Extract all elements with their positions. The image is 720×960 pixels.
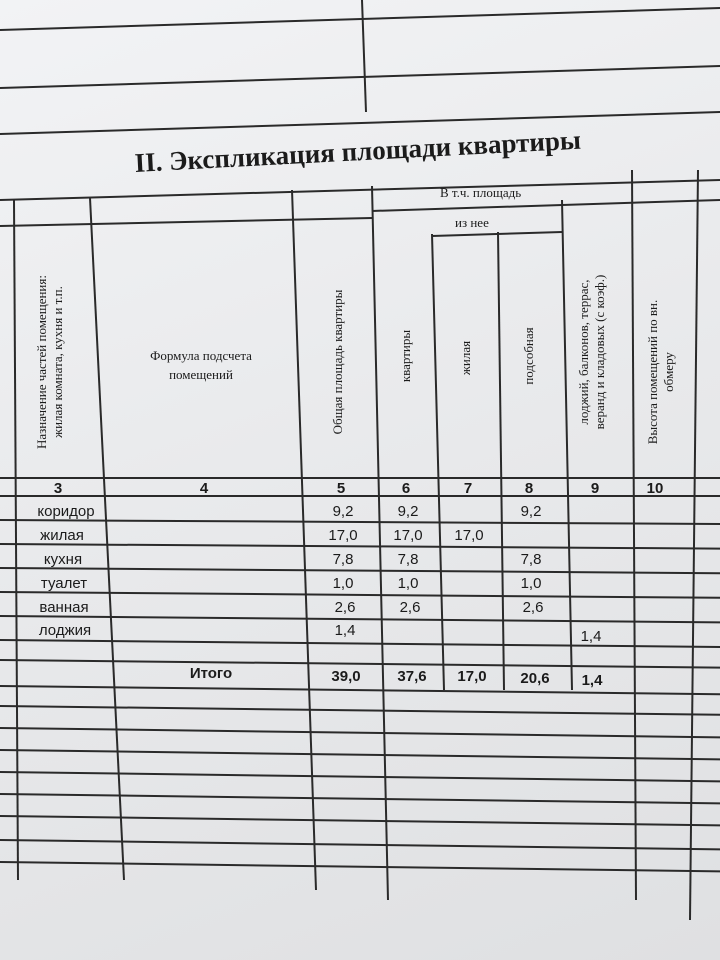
row-total: 1,0 (332, 575, 354, 592)
header-in-tch: В т.ч. площадь (440, 185, 522, 200)
totals-loggia: 1,4 (581, 672, 603, 689)
grid-line-top-2 (0, 66, 720, 88)
grid-line-header-top (0, 180, 720, 200)
row-total: 2,6 (334, 599, 356, 616)
grid-line-top-vert (362, 0, 366, 112)
col-sep-9 (562, 200, 572, 690)
header-col8: подсобная (520, 327, 536, 385)
header-col10-line1: Высота помещений по вн. (644, 299, 660, 445)
page-title: II. Экспликация площади квартиры (133, 124, 582, 178)
totals-auxiliary: 20,6 (520, 670, 550, 687)
totals-apartment: 37,6 (397, 668, 427, 685)
row-rule-line (0, 840, 720, 849)
col-sep-6 (372, 186, 388, 900)
row-name: коридор (37, 503, 95, 520)
row-apartment: 17,0 (393, 527, 423, 544)
header-col5: Общая площадь квартиры (329, 289, 345, 435)
row-rule-line (0, 728, 720, 737)
row-rule-line (0, 660, 720, 668)
header-col9-line1: лоджий, балконов, террас, (575, 279, 591, 425)
row-rule-line (0, 592, 720, 598)
header-col4-line1: Формула подсчета (150, 348, 252, 363)
grid-line-top-1 (0, 8, 720, 30)
column-number-10: 10 (646, 480, 664, 497)
column-number-4: 4 (199, 480, 209, 497)
row-name: туалет (40, 575, 88, 592)
row-apartment: 9,2 (397, 503, 419, 520)
column-number-9: 9 (590, 480, 600, 497)
totals-living: 17,0 (457, 668, 487, 685)
column-number-8: 8 (524, 480, 534, 497)
row-total: 17,0 (328, 527, 358, 544)
grid-line-iznee (432, 232, 562, 236)
grid-line-intch (372, 200, 720, 211)
row-name: жилая (40, 527, 84, 544)
row-rule-line (0, 794, 720, 803)
row-auxiliary: 7,8 (520, 551, 542, 568)
column-number-7: 7 (463, 480, 473, 497)
row-rule-line (0, 616, 720, 622)
header-col9 (576, 275, 609, 430)
row-rule-line (0, 640, 720, 647)
row-living: 17,0 (454, 527, 484, 544)
header-col4 (136, 347, 266, 385)
row-rule-line (0, 816, 720, 825)
header-iz-nee: из нее (455, 215, 489, 230)
col-sep-11 (690, 170, 698, 920)
header-col10-line2: обмеру (661, 352, 676, 392)
header-col10 (645, 300, 678, 445)
row-auxiliary: 9,2 (520, 503, 542, 520)
column-number-6: 6 (401, 480, 411, 497)
col-sep-7 (432, 234, 444, 690)
row-total: 7,8 (332, 551, 354, 568)
header-col9-line2: веранд и кладовых (с коэф.) (592, 274, 607, 430)
header-col3-line1: Назначение частей помещения: (33, 275, 49, 449)
header-col7: жилая (457, 340, 473, 376)
column-number-3: 3 (53, 480, 63, 497)
row-rule-line (0, 520, 720, 524)
row-rule-line (0, 862, 720, 871)
header-col4-line2: помещений (169, 366, 233, 382)
col-sep-3 (14, 200, 18, 880)
totals-total: 39,0 (331, 668, 361, 685)
row-rule-line (0, 706, 720, 715)
col-sep-5 (292, 190, 316, 890)
row-rule-line (0, 772, 720, 781)
header-col6: квартиры (397, 329, 413, 383)
row-total: 1,4 (334, 622, 356, 639)
row-rule-line (0, 686, 720, 694)
row-auxiliary: 1,0 (520, 575, 542, 592)
row-auxiliary: 2,6 (522, 599, 544, 616)
header-col3 (34, 275, 67, 449)
row-name: кухня (43, 551, 83, 568)
totals-label: Итого (189, 665, 233, 682)
row-loggia: 1,4 (580, 628, 602, 645)
row-name: лоджия (38, 622, 92, 639)
row-apartment: 1,0 (397, 575, 419, 592)
grid-line-top-3 (0, 112, 720, 134)
col-sep-4 (90, 198, 124, 880)
column-number-5: 5 (336, 480, 346, 497)
row-total: 9,2 (332, 503, 354, 520)
col-sep-10 (632, 170, 636, 900)
row-apartment: 7,8 (397, 551, 419, 568)
grid-line-header-mid (0, 218, 372, 226)
row-rule-line (0, 750, 720, 759)
row-name: ванная (39, 599, 89, 616)
row-apartment: 2,6 (399, 599, 421, 616)
header-col3-line2: жилая комната, кухня и т.п. (50, 286, 65, 438)
